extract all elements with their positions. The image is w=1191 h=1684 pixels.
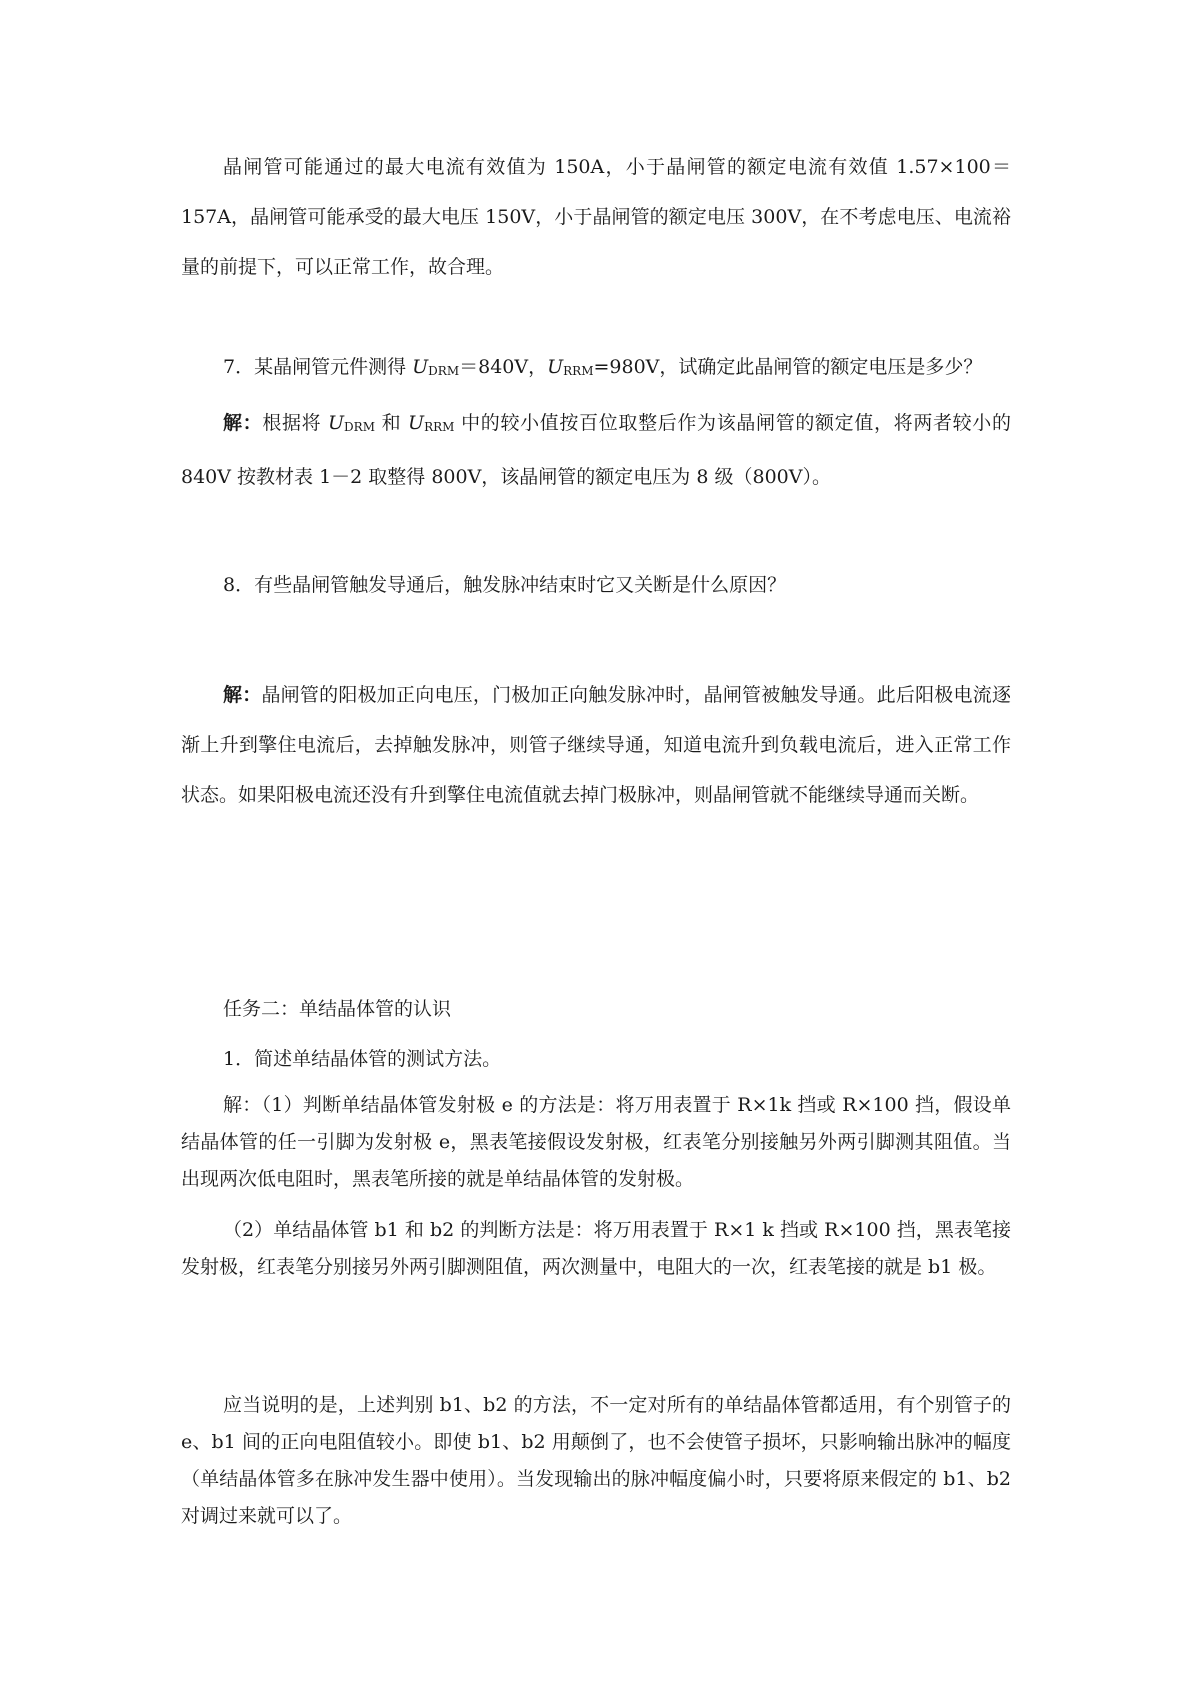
- question-8: 8．有些晶闸管触发导通后，触发脉冲结束时它又关断是什么原因？: [223, 574, 787, 596]
- q7-mid: ＝840V，: [459, 356, 548, 378]
- answer-7-label: 解：: [223, 412, 263, 434]
- intro-block: [181, 142, 1011, 292]
- answer-7-block: [181, 398, 1011, 502]
- answer-7-u1: U: [328, 412, 345, 434]
- question-7-block: [181, 342, 1011, 396]
- answer-8-label: 解：: [223, 684, 262, 706]
- task2-note-block: [181, 1387, 1011, 1535]
- answer-7: [181, 398, 1011, 502]
- q7-suffix: =980V，试确定此晶闸管的额定电压是多少？: [593, 356, 983, 378]
- answer-8-text: 晶闸管的阳极加正向电压，门极加正向触发脉冲时，晶闸管被触发导通。此后阳极电流逐渐上升到擎住电流后，去掉触发脉冲，则管子继续导通，知道电流升到负载电流后，进入正常工作状态。如果阳极电流还没有升到擎住电流值就去掉门极脉冲，则晶闸管就不能继续导通而关断。: [181, 684, 1011, 806]
- q7-u1-sub: DRM: [428, 364, 460, 378]
- task2-title: 任务二：单结晶体管的认识: [223, 998, 452, 1020]
- answer-8-block: [181, 670, 1011, 820]
- q7-u1: U: [412, 356, 429, 378]
- question-8-block: [181, 560, 1011, 610]
- answer-7-and: 和: [374, 412, 409, 434]
- task2-step1-block: [181, 1087, 1011, 1198]
- task2-title-block: [181, 984, 1011, 1034]
- task2-step2: （2）单结晶体管 b1 和 b2 的判断方法是：将万用表置于 R×1 k 挡或 R×100 挡，黑表笔接发射极，红表笔分别接另外两引脚测阻值，两次测量中，电阻大的一次，红表笔接的就是 b1 极。: [181, 1219, 1011, 1278]
- answer-7-u2: U: [408, 412, 425, 434]
- q7-u2: U: [547, 356, 564, 378]
- task2-step1: 解：（1）判断单结晶体管发射极 e 的方法是：将万用表置于 R×1k 挡或 R×100 挡，假设单结晶体管的任一引脚为发射极 e，黑表笔接假设发射极，红表笔分别接触另外两引脚测其阻值。当出现两次低电阻时，黑表笔所接的就是单结晶体管的发射极。: [181, 1094, 1011, 1190]
- intro-paragraph: 晶闸管可能通过的最大电流有效值为 150A，小于晶闸管的额定电流有效值 1.57×100＝157A，晶闸管可能承受的最大电压 150V，小于晶闸管的额定电压 300V，在不考虑电压、电流裕量的前提下，可以正常工作，故合理。: [181, 156, 1011, 278]
- task2-step2-block: [181, 1212, 1011, 1286]
- question-7: [181, 342, 1011, 396]
- answer-7-u2-sub: RRM: [424, 420, 455, 434]
- task2-q1-block: [181, 1034, 1011, 1084]
- answer-7-a: 根据将: [262, 412, 329, 434]
- answer-7-b: 中的较小值按百位取整后作为该晶闸管的额定值，将两者较小的 840V 按教材表 1－2 取整得 800V，该晶闸管的额定电压为 8 级（800V）。: [181, 412, 1011, 488]
- task2-q1: 1．简述单结晶体管的测试方法。: [223, 1048, 502, 1070]
- q7-u2-sub: RRM: [563, 364, 594, 378]
- task2-note: 应当说明的是，上述判别 b1、b2 的方法，不一定对所有的单结晶体管都适用，有个别管子的 e、b1 间的正向电阻值较小。即使 b1、b2 用颠倒了，也不会使管子损坏，只影响输出脉冲的幅度（单结晶体管多在脉冲发生器中使用）。当发现输出的脉冲幅度偏小时，只要将原来假定的 b1、b2 对调过来就可以了。: [181, 1394, 1011, 1527]
- q7-prefix: 7．某晶闸管元件测得: [223, 356, 413, 378]
- answer-7-u1-sub: DRM: [344, 420, 375, 434]
- answer-8: [181, 670, 1011, 820]
